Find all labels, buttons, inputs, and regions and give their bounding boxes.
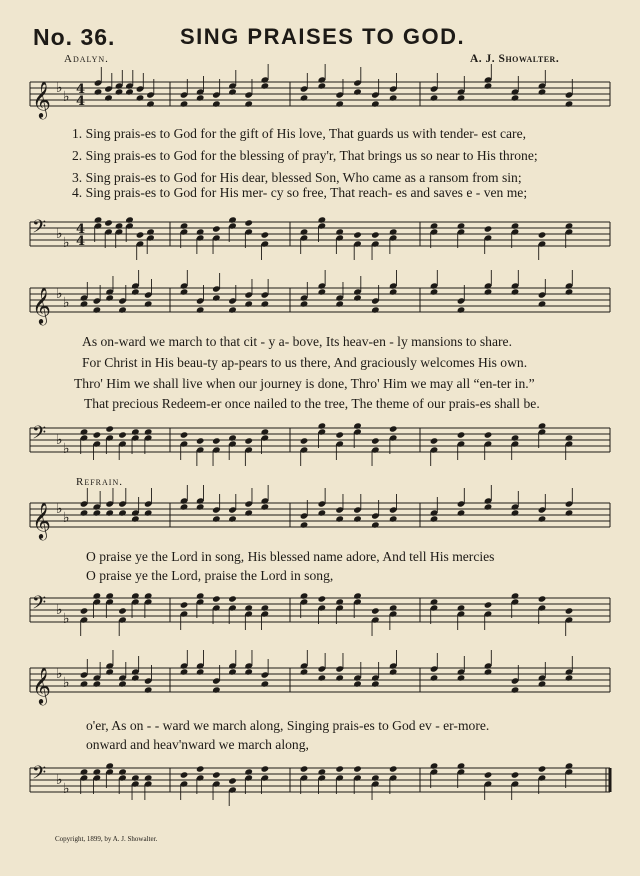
note-head: [118, 768, 127, 775]
note-head: [457, 94, 466, 101]
note-head: [457, 306, 466, 313]
note-head: [93, 431, 102, 438]
note-head: [389, 515, 398, 522]
note-head: [430, 437, 439, 444]
note-head: [118, 509, 127, 516]
hymn-title: SING PRAISES TO GOD.: [180, 24, 466, 49]
note-head: [371, 100, 380, 107]
note-head: [105, 762, 114, 769]
note-head: [353, 422, 362, 429]
refrain-line-2: O praise ye the Lord, praise the Lord in song,: [86, 568, 334, 583]
note-head: [80, 768, 89, 775]
note-head: [389, 765, 398, 772]
bass-staff-3: [0, 580, 640, 650]
note-head: [484, 82, 493, 89]
note-head: [125, 216, 134, 223]
treble-staff-3: [0, 485, 640, 555]
note-head: [144, 428, 153, 435]
note-head: [228, 88, 237, 95]
note-head: [212, 225, 221, 232]
note-head: [180, 503, 189, 510]
flat-icon: ♭: [56, 80, 63, 96]
note-head: [105, 668, 114, 675]
note-head: [105, 592, 114, 599]
note-head: [104, 219, 113, 226]
note-head: [300, 765, 309, 772]
flat-icon: ♭: [56, 286, 63, 302]
note-head: [565, 222, 574, 229]
note-head: [318, 674, 327, 681]
note-head: [371, 607, 380, 614]
bass-clef-icon: 𝄢: [32, 593, 47, 618]
note-head: [371, 521, 380, 528]
verse-3-line-2: Thro' Him we shall live when our journey is done, Thro' Him we may all “en-ter in.”: [74, 376, 535, 391]
note-head: [94, 216, 103, 223]
note-head: [144, 509, 153, 516]
verse-1-line-1: 1. Sing prais-es to God for the gift of His love, That guards us with tender- est care,: [72, 126, 527, 141]
time-signature: 4: [76, 222, 86, 237]
note-head: [389, 94, 398, 101]
note-head: [353, 515, 362, 522]
note-head: [371, 774, 380, 781]
time-signature: 4: [76, 94, 86, 109]
time-signature: 4: [76, 82, 86, 97]
note-head: [115, 88, 124, 95]
note-head: [538, 300, 547, 307]
note-head: [261, 680, 270, 687]
note-head: [389, 668, 398, 675]
note-head: [318, 595, 327, 602]
verse-2-line-2: For Christ in His beau-ty ap-pears to us there, And graciously welcomes His own.: [82, 355, 528, 370]
refrain-line-1: O praise ye the Lord in song, His blessed name adore, And tell His mercies: [86, 549, 495, 564]
bass-clef-icon: 𝄢: [32, 763, 47, 788]
bass-staff-2: [0, 410, 640, 480]
note-head: [244, 509, 253, 516]
note-head: [105, 294, 114, 301]
note-head: [146, 228, 155, 235]
note-head: [300, 300, 309, 307]
note-head: [136, 94, 145, 101]
note-head: [105, 425, 114, 432]
note-head: [228, 668, 237, 675]
flat-icon: ♭: [56, 772, 63, 788]
note-head: [511, 94, 520, 101]
note-head: [80, 680, 89, 687]
note-head: [300, 668, 309, 675]
time-signature: 4: [76, 234, 86, 249]
note-head: [484, 601, 493, 608]
note-head: [261, 231, 270, 238]
note-head: [318, 216, 327, 223]
note-head: [196, 592, 205, 599]
note-head: [80, 607, 89, 614]
note-head: [118, 607, 127, 614]
note-head: [212, 437, 221, 444]
note-head: [196, 765, 205, 772]
note-head: [115, 222, 124, 229]
flat-icon: ♭: [56, 501, 63, 517]
note-head: [144, 774, 153, 781]
note-head: [484, 431, 493, 438]
note-head: [335, 674, 344, 681]
note-head: [565, 100, 574, 107]
note-head: [196, 437, 205, 444]
note-head: [261, 604, 270, 611]
treble-staff-1: [0, 64, 640, 134]
note-head: [212, 686, 221, 693]
note-head: [353, 88, 362, 95]
note-head: [538, 88, 547, 95]
flat-icon: ♭: [63, 781, 70, 797]
note-head: [430, 674, 439, 681]
note-head: [180, 288, 189, 295]
note-head: [228, 216, 237, 223]
note-head: [131, 288, 140, 295]
note-head: [335, 598, 344, 605]
note-head: [457, 604, 466, 611]
note-head: [80, 300, 89, 307]
note-head: [146, 100, 155, 107]
note-head: [353, 765, 362, 772]
note-head: [212, 100, 221, 107]
note-head: [196, 306, 205, 313]
note-head: [244, 300, 253, 307]
note-head: [353, 231, 362, 238]
note-head: [457, 222, 466, 229]
note-head: [371, 306, 380, 313]
note-head: [371, 231, 380, 238]
note-head: [131, 592, 140, 599]
treble-clef-icon: 𝄞: [32, 286, 51, 324]
note-head: [335, 300, 344, 307]
note-head: [389, 604, 398, 611]
treble-clef-icon: 𝄞: [32, 666, 51, 704]
note-head: [511, 686, 520, 693]
note-head: [228, 306, 237, 313]
bass-staff-4: [0, 750, 640, 820]
note-head: [565, 288, 574, 295]
note-head: [335, 431, 344, 438]
bass-staff-1: [0, 204, 640, 274]
note-head: [118, 306, 127, 313]
note-head: [353, 680, 362, 687]
note-head: [131, 428, 140, 435]
note-head: [212, 595, 221, 602]
note-head: [538, 422, 547, 429]
note-head: [430, 94, 439, 101]
refrain-line-4: onward and heav'nward we march along,: [86, 737, 309, 752]
flat-icon: ♭: [63, 441, 70, 457]
note-head: [93, 592, 102, 599]
note-head: [144, 686, 153, 693]
flat-icon: ♭: [63, 89, 70, 105]
note-head: [430, 222, 439, 229]
note-head: [261, 765, 270, 772]
note-head: [511, 509, 520, 516]
note-head: [261, 300, 270, 307]
treble-clef-icon: 𝄞: [32, 501, 51, 539]
composer: A. J. Showalter.: [470, 53, 560, 65]
note-head: [196, 668, 205, 675]
note-head: [244, 219, 253, 226]
note-head: [371, 437, 380, 444]
note-head: [180, 100, 189, 107]
note-head: [318, 82, 327, 89]
note-head: [511, 592, 520, 599]
note-head: [228, 515, 237, 522]
note-head: [335, 515, 344, 522]
note-head: [244, 100, 253, 107]
verse-2-line-1: 2. Sing prais-es to God for the blessing of pray'r, That brings us so near to His throne;: [72, 148, 538, 163]
flat-icon: ♭: [63, 295, 70, 311]
note-head: [565, 674, 574, 681]
note-head: [511, 434, 520, 441]
note-head: [80, 428, 89, 435]
flat-icon: ♭: [63, 611, 70, 627]
note-head: [212, 515, 221, 522]
note-head: [538, 231, 547, 238]
note-head: [318, 288, 327, 295]
note-head: [484, 771, 493, 778]
treble-clef-icon: 𝄞: [32, 80, 51, 118]
note-head: [353, 592, 362, 599]
note-head: [389, 228, 398, 235]
note-head: [457, 431, 466, 438]
note-head: [196, 503, 205, 510]
note-head: [457, 674, 466, 681]
note-head: [457, 509, 466, 516]
note-head: [335, 228, 344, 235]
note-head: [300, 521, 309, 528]
note-head: [80, 509, 89, 516]
note-head: [244, 604, 253, 611]
note-head: [180, 771, 189, 778]
tune-name: Adalyn.: [64, 53, 109, 65]
note-head: [131, 774, 140, 781]
note-head: [318, 768, 327, 775]
note-head: [538, 765, 547, 772]
note-head: [511, 288, 520, 295]
note-head: [300, 437, 309, 444]
note-head: [196, 94, 205, 101]
note-head: [353, 294, 362, 301]
note-head: [511, 222, 520, 229]
note-head: [180, 431, 189, 438]
note-head: [93, 680, 102, 687]
note-head: [144, 300, 153, 307]
flat-icon: ♭: [56, 432, 63, 448]
note-head: [389, 288, 398, 295]
note-head: [94, 88, 103, 95]
note-head: [228, 777, 237, 784]
flat-icon: ♭: [56, 666, 63, 682]
refrain-label: Refrain.: [76, 476, 123, 488]
note-head: [212, 294, 221, 301]
note-head: [300, 228, 309, 235]
note-head: [484, 668, 493, 675]
note-head: [131, 515, 140, 522]
note-head: [244, 768, 253, 775]
note-head: [318, 422, 327, 429]
bass-clef-icon: 𝄢: [32, 217, 47, 242]
note-head: [196, 228, 205, 235]
note-head: [389, 425, 398, 432]
note-head: [430, 515, 439, 522]
note-head: [300, 94, 309, 101]
note-head: [104, 94, 113, 101]
note-head: [244, 437, 253, 444]
treble-staff-2: [0, 270, 640, 340]
hymn-number: No. 36.: [33, 24, 116, 50]
note-head: [180, 668, 189, 675]
note-head: [484, 288, 493, 295]
note-head: [180, 601, 189, 608]
note-head: [136, 231, 145, 238]
refrain-line-3: o'er, As on - - ward we march along, Singing prais-es to God ev - er-more.: [86, 718, 490, 733]
note-head: [93, 306, 102, 313]
flat-icon: ♭: [63, 235, 70, 251]
note-head: [565, 434, 574, 441]
note-head: [457, 762, 466, 769]
note-head: [244, 668, 253, 675]
note-head: [565, 509, 574, 516]
note-head: [118, 680, 127, 687]
note-head: [484, 225, 493, 232]
verse-3-line-1: 3. Sing prais-es to God for His dear, blessed Son, Who came as a ransom from sin;: [72, 170, 522, 185]
note-head: [125, 88, 134, 95]
note-head: [261, 82, 270, 89]
note-head: [118, 431, 127, 438]
note-head: [93, 768, 102, 775]
note-head: [180, 222, 189, 229]
note-head: [484, 503, 493, 510]
note-head: [93, 509, 102, 516]
note-head: [430, 598, 439, 605]
note-head: [371, 680, 380, 687]
note-head: [430, 288, 439, 295]
note-head: [261, 428, 270, 435]
note-head: [538, 680, 547, 687]
note-head: [261, 503, 270, 510]
note-head: [565, 607, 574, 614]
note-head: [212, 771, 221, 778]
copyright: Copyright, 1899, by A. J. Showalter.: [55, 835, 158, 843]
note-head: [430, 762, 439, 769]
note-head: [228, 595, 237, 602]
note-head: [511, 771, 520, 778]
note-head: [565, 762, 574, 769]
verse-4-line-1: 4. Sing prais-es to God for His mer- cy so free, That reach- es and saves e - ven me;: [72, 185, 528, 200]
note-head: [335, 765, 344, 772]
bass-clef-icon: 𝄢: [32, 423, 47, 448]
note-head: [228, 434, 237, 441]
note-head: [538, 595, 547, 602]
note-head: [538, 515, 547, 522]
note-head: [335, 100, 344, 107]
flat-icon: ♭: [63, 510, 70, 526]
verse-4-line-2: That precious Redeem-er once nailed to the tree, The theme of our prais-es shall be.: [84, 396, 540, 411]
flat-icon: ♭: [56, 602, 63, 618]
flat-icon: ♭: [63, 675, 70, 691]
note-head: [131, 674, 140, 681]
treble-staff-4: [0, 650, 640, 720]
note-head: [300, 592, 309, 599]
verse-1-line-2: As on-ward we march to that cit - y a- bove, Its heav-en - ly mansions to share.: [82, 334, 512, 349]
note-head: [318, 509, 327, 516]
note-head: [105, 509, 114, 516]
note-head: [144, 592, 153, 599]
flat-icon: ♭: [56, 226, 63, 242]
